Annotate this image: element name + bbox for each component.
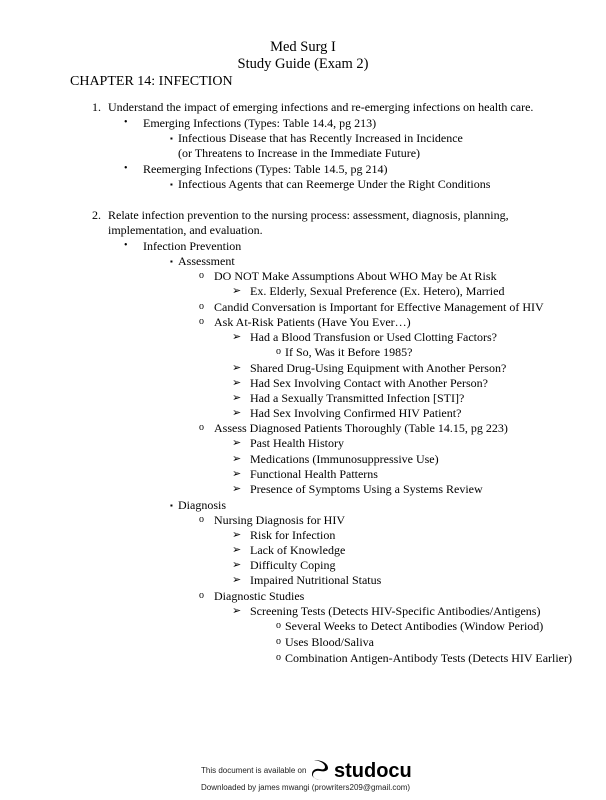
list-item: Ex. Elderly, Sexual Preference (Ex. Hetero), Married <box>250 284 505 298</box>
arrow-bullet-icon: ➢ <box>232 468 242 480</box>
circle-bullet-icon: o <box>276 652 281 663</box>
square-bullet-icon: ▪ <box>170 501 173 510</box>
circle-bullet-icon: o <box>276 346 281 357</box>
circle-bullet-icon: o <box>276 636 281 647</box>
list-item: Infection Prevention <box>143 239 242 253</box>
arrow-bullet-icon: ➢ <box>232 362 242 374</box>
arrow-bullet-icon: ➢ <box>232 605 242 617</box>
arrow-bullet-icon: ➢ <box>232 574 242 586</box>
document-title: Med Surg I <box>270 39 336 55</box>
list-item: Infectious Agents that can Reemerge Under the Right Conditions <box>178 177 491 191</box>
list-item: Nursing Diagnosis for HIV <box>214 513 345 527</box>
list-item: (or Threatens to Increase in the Immediate Future) <box>178 146 421 160</box>
circle-bullet-icon: o <box>199 422 204 433</box>
list-item: Assess Diagnosed Patients Thoroughly (Table 14.15, pg 223) <box>214 421 508 435</box>
list-item: Emerging Infections (Types: Table 14.4, pg 213) <box>143 116 377 130</box>
availability-note: This document is available on <box>201 766 307 775</box>
arrow-bullet-icon: ➢ <box>232 559 242 571</box>
arrow-bullet-icon: ➢ <box>232 331 242 343</box>
list-item: Functional Health Patterns <box>250 467 378 481</box>
studocu-brand[interactable]: studocu <box>334 760 412 782</box>
item-number: 1. <box>92 100 101 114</box>
item-text: implementation, and evaluation. <box>108 223 263 237</box>
list-item: Impaired Nutritional Status <box>250 573 382 587</box>
circle-bullet-icon: o <box>199 301 204 312</box>
list-item: Diagnostic Studies <box>214 589 305 603</box>
square-bullet-icon: ▪ <box>170 257 173 266</box>
download-attribution: Downloaded by james mwangi (prowriters209@gmail.com) <box>201 783 411 792</box>
list-item: DO NOT Make Assumptions About WHO May be At Risk <box>214 269 497 283</box>
list-item: Uses Blood/Saliva <box>285 635 374 649</box>
arrow-bullet-icon: ➢ <box>232 453 242 465</box>
arrow-bullet-icon: ➢ <box>232 285 242 297</box>
list-item: Candid Conversation is Important for Effective Management of HIV <box>214 300 544 314</box>
list-item: Had Sex Involving Confirmed HIV Patient? <box>250 406 462 420</box>
circle-bullet-icon: o <box>199 270 204 281</box>
list-item: Difficulty Coping <box>250 558 336 572</box>
list-item: Medications (Immunosuppressive Use) <box>250 452 439 466</box>
arrow-bullet-icon: ➢ <box>232 392 242 404</box>
list-item: Combination Antigen-Antibody Tests (Detects HIV Earlier) <box>285 651 572 665</box>
list-item: Had Sex Involving Contact with Another Person? <box>250 376 488 390</box>
item-number: 2. <box>92 208 101 222</box>
list-item: Assessment <box>178 254 235 268</box>
list-item: Past Health History <box>250 436 344 450</box>
list-item: Risk for Infection <box>250 528 336 542</box>
list-item: Had a Sexually Transmitted Infection [STI]? <box>250 391 465 405</box>
list-item: Infectious Disease that has Recently Increased in Incidence <box>178 131 463 145</box>
arrow-bullet-icon: ➢ <box>232 544 242 556</box>
square-bullet-icon: ▪ <box>170 180 173 189</box>
list-item: If So, Was it Before 1985? <box>285 345 413 359</box>
list-item: Presence of Symptoms Using a Systems Review <box>250 482 483 496</box>
item-text: Relate infection prevention to the nursing process: assessment, diagnosis, planning, <box>108 208 509 222</box>
chapter-heading: CHAPTER 14: INFECTION <box>70 74 233 89</box>
circle-bullet-icon: o <box>199 316 204 327</box>
square-bullet-icon: ▪ <box>170 134 173 143</box>
circle-bullet-icon: o <box>276 620 281 631</box>
arrow-bullet-icon: ➢ <box>232 407 242 419</box>
arrow-bullet-icon: ➢ <box>232 437 242 449</box>
list-item: Diagnosis <box>178 498 226 512</box>
list-item: Several Weeks to Detect Antibodies (Window Period) <box>285 619 544 633</box>
list-item: Lack of Knowledge <box>250 543 346 557</box>
item-text: Understand the impact of emerging infections and re-emerging infections on health care. <box>108 100 534 114</box>
arrow-bullet-icon: ➢ <box>232 377 242 389</box>
list-item: Shared Drug-Using Equipment with Another Person? <box>250 361 507 375</box>
disc-bullet-icon: • <box>124 163 128 174</box>
circle-bullet-icon: o <box>199 590 204 601</box>
arrow-bullet-icon: ➢ <box>232 529 242 541</box>
studocu-logo-icon[interactable] <box>310 758 332 782</box>
list-item: Reemerging Infections (Types: Table 14.5, pg 214) <box>143 162 388 176</box>
disc-bullet-icon: • <box>124 117 128 128</box>
list-item: Had a Blood Transfusion or Used Clotting Factors? <box>250 330 497 344</box>
arrow-bullet-icon: ➢ <box>232 483 242 495</box>
document-subtitle: Study Guide (Exam 2) <box>237 56 369 72</box>
disc-bullet-icon: • <box>124 240 128 251</box>
list-item: Ask At-Risk Patients (Have You Ever…) <box>214 315 411 329</box>
circle-bullet-icon: o <box>199 514 204 525</box>
list-item: Screening Tests (Detects HIV-Specific Antibodies/Antigens) <box>250 604 541 618</box>
